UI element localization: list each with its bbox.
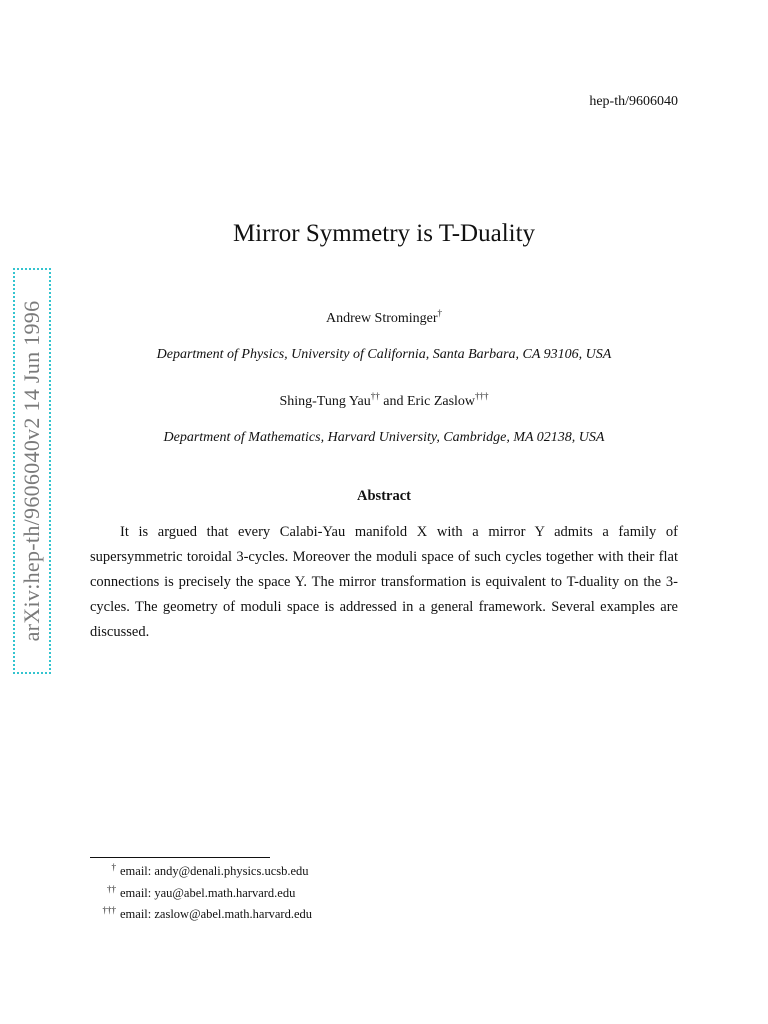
- affiliation-2: Department of Mathematics, Harvard University, Cambridge, MA 02138, USA: [163, 430, 605, 445]
- affiliation-1: Department of Physics, University of California, Santa Barbara, CA 93106, USA: [156, 347, 612, 362]
- author-line-2: [0, 391, 768, 410]
- footnote-text: email: zaslow@abel.math.harvard.edu: [120, 907, 312, 921]
- footnote-mark: †: [437, 308, 443, 318]
- author-name: Shing-Tung Yau: [279, 394, 371, 409]
- arxiv-stamp[interactable]: [13, 268, 51, 674]
- author-name: Andrew Strominger: [325, 311, 438, 326]
- footnote-rule: [90, 857, 270, 858]
- abstract-body: It is argued that every Calabi-Yau manifold X with a mirror Y admits a family of supersymmetric toroidal 3-cycles. Moreover the moduli space of such cycles together with their flat connections is precisely the space Y. The mirror transformation is equivalent to T-duality on the 3-cycles. The geometry of moduli space is addressed in a general framework. Several examples are discussed.: [90, 524, 678, 640]
- report-number: hep-th/9606040: [589, 94, 678, 109]
- footnote-mark: ††: [370, 391, 380, 401]
- paper-title: Mirror Symmetry is T-Duality: [232, 220, 536, 247]
- abstract-heading: Abstract: [357, 488, 411, 504]
- footnote-item: †† email: yau@abel.math.harvard.edu: [107, 884, 296, 900]
- author-name: Eric Zaslow: [407, 394, 476, 409]
- author-joiner: and: [379, 394, 407, 409]
- arxiv-identifier: arXiv:hep-th/9606040v2 14 Jun 1996: [19, 300, 44, 642]
- footnote-text: email: andy@denali.physics.ucsb.edu: [120, 864, 309, 878]
- author-line-1: [0, 308, 768, 327]
- footnote-text: email: yau@abel.math.harvard.edu: [120, 886, 296, 900]
- footnote-item: † email: andy@denali.physics.ucsb.edu: [111, 862, 309, 878]
- footnote-mark: †††: [475, 391, 489, 401]
- footnote-item: ††† email: zaslow@abel.math.harvard.edu: [102, 905, 312, 921]
